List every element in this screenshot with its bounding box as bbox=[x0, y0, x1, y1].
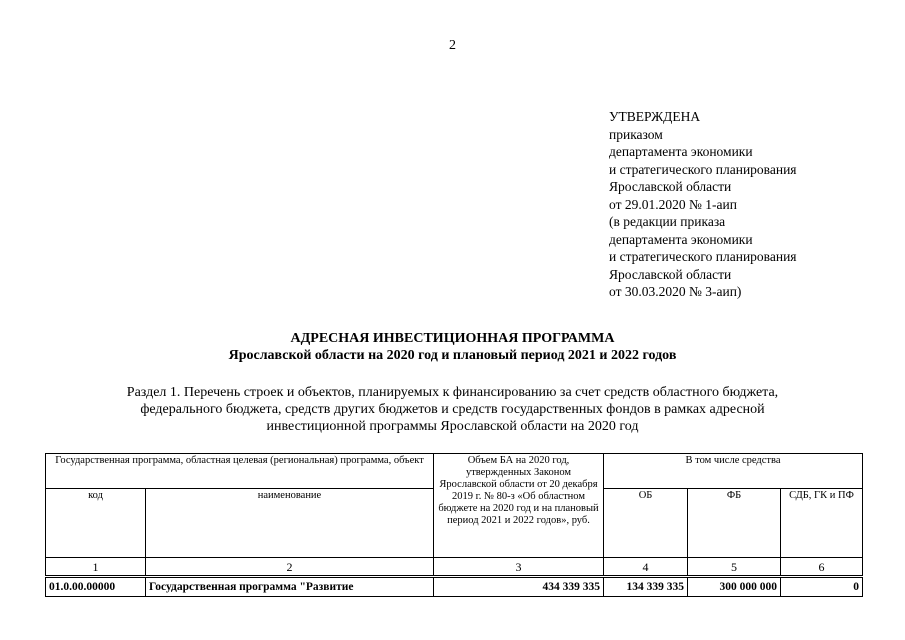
approval-line: Ярославской области bbox=[609, 179, 732, 194]
column-number: 3 bbox=[434, 558, 604, 577]
header-program-group: Государственная программа, областная целевая (региональная) программа, объект bbox=[46, 454, 434, 489]
approval-line: Ярославской области bbox=[609, 266, 732, 282]
row-volume: 434 339 335 bbox=[434, 577, 604, 597]
header-fb: ФБ bbox=[688, 489, 781, 558]
row-name: Государственная программа "Развитие bbox=[146, 577, 434, 597]
column-number: 1 bbox=[46, 558, 146, 577]
approval-line: департамента экономики bbox=[609, 144, 753, 159]
section-line-2: федерального бюджета, средств других бюджетов и средств государственных фондов в рамках адресной bbox=[140, 402, 765, 417]
approval-line: и стратегического планирования bbox=[609, 161, 797, 177]
table-row bbox=[46, 577, 863, 597]
row-code: 01.0.00.00000 bbox=[46, 577, 146, 597]
header-name: наименование bbox=[146, 489, 434, 558]
column-number: 5 bbox=[688, 558, 781, 577]
approval-line: от 30.03.2020 № 3-аип) bbox=[609, 284, 742, 299]
approval-line: департамента экономики bbox=[609, 231, 753, 247]
row-other: 0 bbox=[781, 577, 863, 597]
approval-line: от 29.01.2020 № 1-аип bbox=[609, 196, 737, 212]
section-line-3: инвестиционной программы Ярославской области на 2020 год bbox=[266, 419, 639, 434]
header-volume: Объем БА на 2020 год, утвержденных Законом Ярославской области от 20 декабря 2019 г. № 80-з «Об областном бюджете на 2020 год и на плановый период 2021 и 2022 годов», руб. bbox=[434, 454, 604, 558]
approval-line: УТВЕРЖДЕНА bbox=[609, 109, 701, 124]
title-line-1: АДРЕСНАЯ ИНВЕСТИЦИОННАЯ ПРОГРАММА bbox=[290, 331, 615, 346]
section-line-1: Раздел 1. Перечень строек и объектов, планируемых к финансированию за счет средств областного бюджета, bbox=[126, 385, 779, 400]
row-fb: 300 000 000 bbox=[688, 577, 781, 597]
approval-line: и стратегического планирования bbox=[609, 249, 797, 264]
approval-line: приказом bbox=[609, 126, 663, 142]
header-code: код bbox=[46, 489, 146, 558]
row-ob: 134 339 335 bbox=[604, 577, 688, 597]
column-number: 2 bbox=[146, 558, 434, 577]
investment-table bbox=[45, 453, 863, 597]
column-number: 6 bbox=[781, 558, 863, 577]
header-ob: ОБ bbox=[604, 489, 688, 558]
title-line-2: Ярославской области на 2020 год и плановый период 2021 и 2022 годов bbox=[228, 348, 677, 363]
column-number: 4 bbox=[604, 558, 688, 577]
header-other: СДБ, ГК и ПФ bbox=[781, 489, 863, 558]
header-including: В том числе средства bbox=[604, 454, 863, 489]
document-title bbox=[0, 330, 905, 364]
approval-line: (в редакции приказа bbox=[609, 214, 726, 229]
approval-stamp bbox=[609, 108, 797, 301]
section-heading bbox=[60, 384, 845, 435]
page-number: 2 bbox=[449, 38, 456, 53]
